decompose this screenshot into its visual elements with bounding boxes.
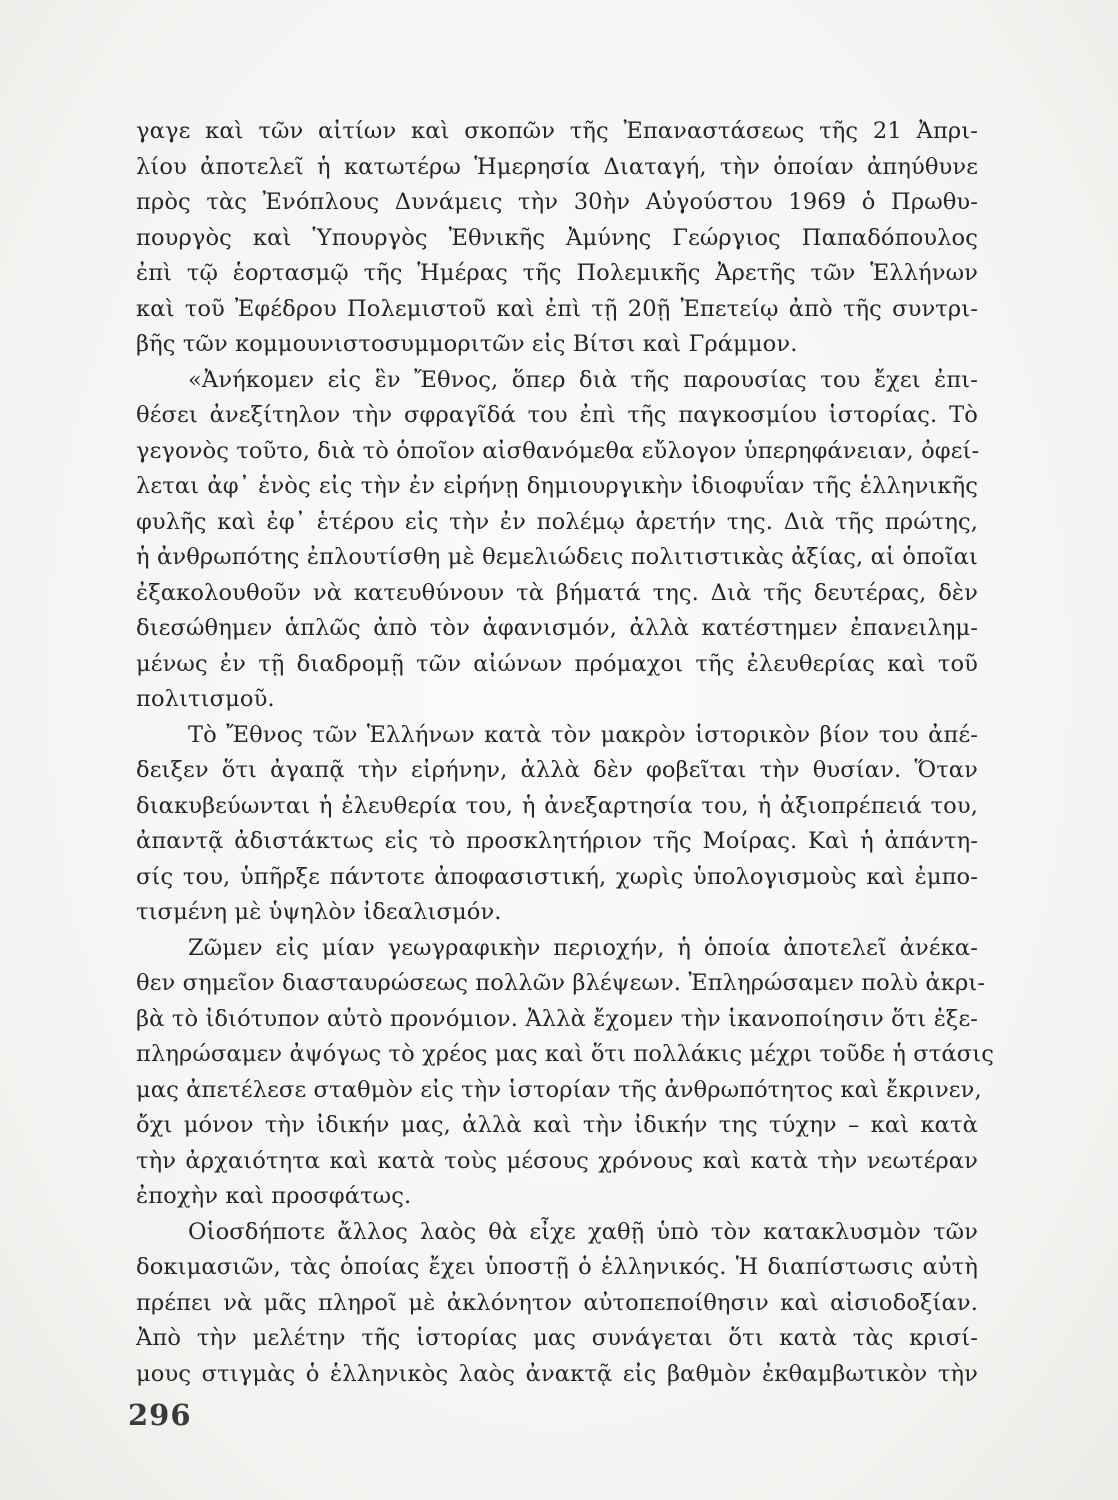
text-line: πρέπει νὰ μᾶς πληροῖ μὲ ἀκλόνητον αὐτοπεποίθησιν καὶ αἰσιοδοξίαν. [136, 1289, 978, 1316]
text-line: διεσώθημεν ἁπλῶς ἀπὸ τὸν ἀφανισμόν, ἀλλὰ κατέστημεν ἐπανειλημ- [136, 615, 978, 641]
text-line: σίς του, ὑπῆρξε πάντοτε ἀποφασιστική, χωρὶς ὑπολογισμοὺς καὶ ἐμπο- [136, 863, 978, 890]
text-line: ἐπὶ τῷ ἑορτασμῷ τῆς Ἡμέρας τῆς Πολεμικῆς Ἀρετῆς τῶν Ἑλλήνων [136, 260, 978, 286]
text-line: βὰ τὸ ἰδιότυπον αὐτὸ προνόμιον. Ἀλλὰ ἔχομεν τὴν ἱκανοποίησιν ὅτι ἐξε- [136, 1005, 978, 1032]
text-line: θέσει ἀνεξίτηλον τὴν σφραγῖδά του ἐπὶ τῆς παγκοσμίου ἱστορίας. Τὸ [136, 402, 978, 428]
paragraph-start-line: Ζῶμεν εἰς μίαν γεωγραφικὴν περιοχήν, ἡ ὁποία ἀποτελεῖ ἀνέκα- [188, 934, 978, 961]
page-number: 296 [128, 1398, 192, 1432]
text-line: τισμένη μὲ ὑψηλὸν ἰδεαλισμόν. [136, 899, 502, 925]
text-line: τὴν ἀρχαιότητα καὶ κατὰ τοὺς μέσους χρόνους καὶ κατὰ τὴν νεωτέραν [136, 1147, 978, 1174]
text-line: θεν σημεῖον διασταυρώσεως πολλῶν βλέψεων. Ἐπληρώσαμεν πολὺ ἀκρι- [136, 970, 986, 996]
text-line: καὶ τοῦ Ἐφέδρου Πολεμιστοῦ καὶ ἐπὶ τῇ 20ῇ Ἐπετείῳ ἀπὸ τῆς συντρι- [136, 295, 978, 322]
paragraph-start-line: Τὸ Ἔθνος τῶν Ἑλλήνων κατὰ τὸν μακρὸν ἱστορικὸν βίον του ἀπέ- [188, 721, 978, 748]
text-line: ἐξακολουθοῦν νὰ κατευθύνουν τὰ βήματά της. Διὰ τῆς δευτέρας, δὲν [136, 579, 978, 606]
text-line: φυλῆς καὶ ἐφ᾽ ἑτέρου εἰς τὴν ἐν πολέμῳ ἀρετήν της. Διὰ τῆς πρώτης, [136, 508, 978, 535]
text-line: διακυβεύωνται ἡ ἐλευθερία του, ἡ ἀνεξαρτησία του, ἡ ἀξιοπρέπειά του, [136, 792, 978, 819]
body-text [136, 114, 995, 1392]
text-line: μας ἀπετέλεσε σταθμὸν εἰς τὴν ἱστορίαν τῆς ἀνθρωπότητος καὶ ἔκρινεν, [136, 1076, 982, 1103]
text-line: δοκιμασιῶν, τὰς ὁποίας ἔχει ὑποστῇ ὁ ἑλληνικός. Ἡ διαπίστωσις αὐτὴ [136, 1254, 978, 1280]
text-line: λίου ἀποτελεῖ ἡ κατωτέρω Ἡμερησία Διαταγή, τὴν ὁποίαν ἀπηύθυνε [136, 153, 978, 180]
text-line: γαγε καὶ τῶν αἰτίων καὶ σκοπῶν τῆς Ἐπαναστάσεως τῆς 21 Ἀπρι- [136, 118, 978, 144]
paragraph-start-line: Οἱοσδήποτε ἄλλος λαὸς θὰ εἶχε χαθῇ ὑπὸ τὸν κατακλυσμὸν τῶν [188, 1218, 978, 1245]
text-line: μένως ἐν τῇ διαδρομῇ τῶν αἰώνων πρόμαχοι τῆς ἐλευθερίας καὶ τοῦ [136, 650, 978, 677]
text-line: δειξεν ὅτι ἀγαπᾷ τὴν εἰρήνην, ἀλλὰ δὲν φοβεῖται τὴν θυσίαν. Ὅταν [136, 757, 978, 783]
text-line: ἐποχὴν καὶ προσφάτως. [136, 1183, 412, 1209]
text-line: ἀπαντᾷ ἀδιστάκτως εἰς τὸ προσκλητήριον τῆς Μοίρας. Καὶ ἡ ἀπάντη- [136, 828, 978, 854]
text-line: πληρώσαμεν ἀψόγως τὸ χρέος μας καὶ ὅτι πολλάκις μέχρι τοῦδε ἡ στάσις [136, 1041, 995, 1067]
text-line: πολιτισμοῦ. [136, 686, 275, 712]
text-line: ὄχι μόνον τὴν ἰδικήν μας, ἀλλὰ καὶ τὴν ἰδικήν της τύχην – καὶ κατὰ [136, 1112, 978, 1138]
text-line: γεγονὸς τοῦτο, διὰ τὸ ὁποῖον αἰσθανόμεθα εὔλογον ὑπερηφάνειαν, ὀφεί- [136, 437, 980, 464]
text-line: λεται ἀφ᾽ ἑνὸς εἰς τὴν ἐν εἰρήνῃ δημιουργικὴν ἰδιοφυΐαν τῆς ἑλληνικῆς [136, 473, 978, 499]
text-line: Ἀπὸ τὴν μελέτην τῆς ἱστορίας μας συνάγεται ὅτι κατὰ τὰς κρισί- [136, 1325, 978, 1351]
text-line: μους στιγμὰς ὁ ἑλληνικὸς λαὸς ἀνακτᾷ εἰς βαθμὸν ἐκθαμβωτικὸν τὴν [136, 1360, 978, 1387]
text-line: πρὸς τὰς Ἐνόπλους Δυνάμεις τὴν 30ὴν Αὐγούστου 1969 ὁ Πρωθυ- [136, 189, 978, 215]
paragraph-start-line: «Ἀνήκομεν εἰς ἓν Ἔθνος, ὅπερ διὰ τῆς παρουσίας του ἔχει ἐπι- [188, 366, 978, 393]
text-line: ἡ ἀνθρωπότης ἐπλουτίσθη μὲ θεμελιώδεις πολιτιστικὰς ἀξίας, αἱ ὁποῖαι [136, 544, 978, 570]
text-line: βῆς τῶν κομμουνιστοσυμμοριτῶν εἰς Βίτσι καὶ Γράμμον. [136, 331, 798, 357]
text-line: πουργὸς καὶ Ὑπουργὸς Ἐθνικῆς Ἀμύνης Γεώργιος Παπαδόπουλος [136, 224, 978, 251]
